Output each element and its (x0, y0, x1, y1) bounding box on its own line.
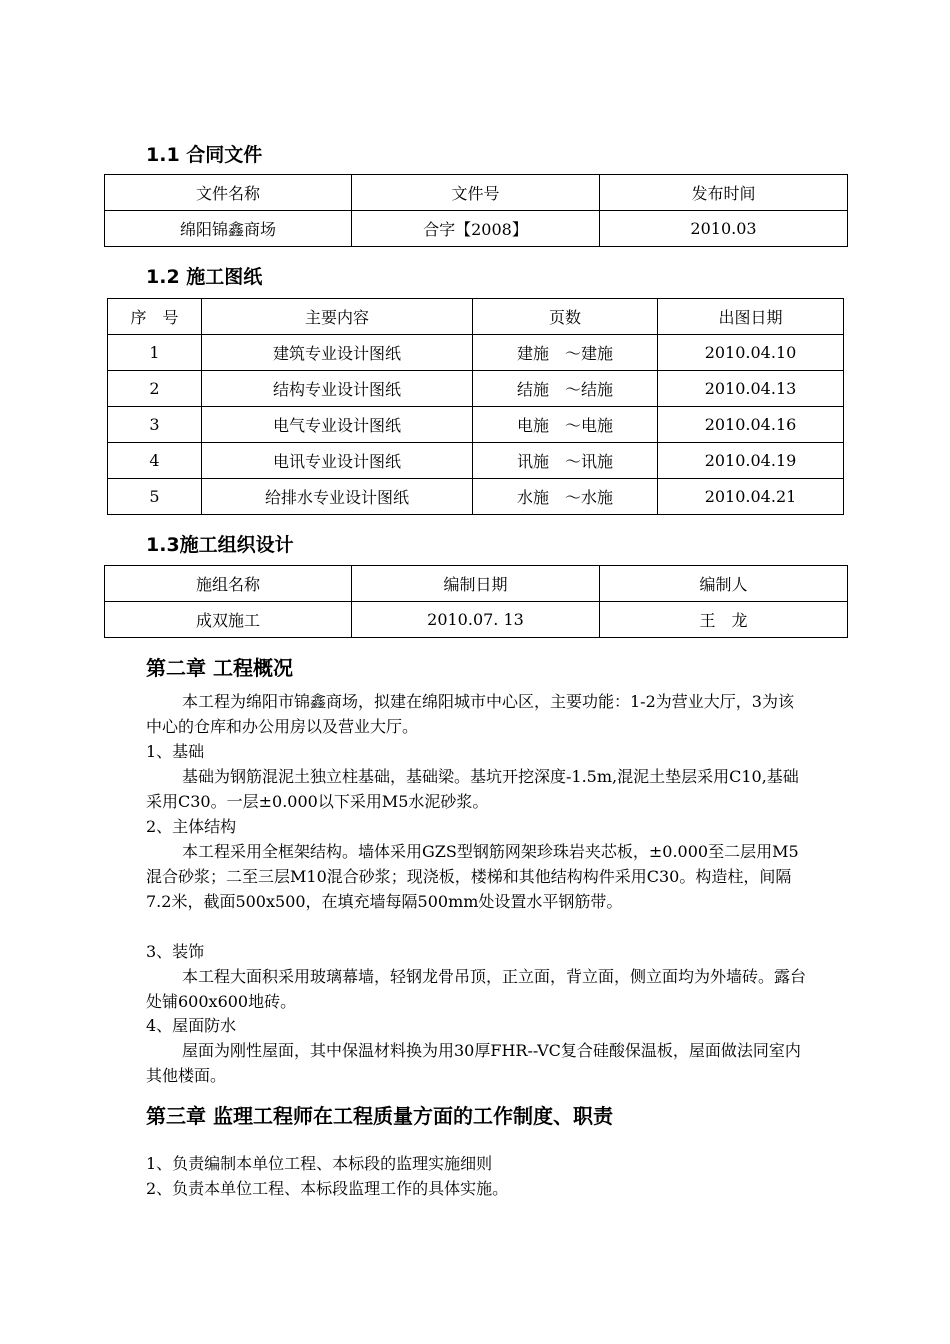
header-cell: 文件名称 (105, 175, 352, 211)
header-cell: 序 号 (108, 299, 202, 335)
list-item: 2、负责本单位工程、本标段监理工作的具体实施。 (146, 1179, 509, 1198)
contract-documents-table (104, 174, 848, 247)
table-cell: 电施 ～电施 (473, 407, 658, 443)
table-row (108, 371, 844, 407)
table-cell: 王 龙 (600, 602, 848, 638)
header-cell: 出图日期 (658, 299, 844, 335)
table-cell: 建筑专业设计图纸 (202, 335, 473, 371)
table-header-row (108, 299, 844, 335)
table-cell: 2010.04.21 (658, 479, 844, 515)
header-cell: 编制人 (600, 566, 848, 602)
table-cell: 合字【2008】 (352, 211, 600, 247)
header-cell: 文件号 (352, 175, 600, 211)
table-cell: 2010.03 (600, 211, 848, 247)
construction-design-table (104, 565, 848, 638)
table-row (108, 335, 844, 371)
table-cell: 2010.04.13 (658, 371, 844, 407)
chapter-2-intro: 本工程为绵阳市锦鑫商场，拟建在绵阳城市中心区，主要功能：1-2为营业大厅，3为该中心的仓库和办公用房以及营业大厅。 (146, 692, 794, 736)
table-cell: 结施 ～结施 (473, 371, 658, 407)
drawings-table (107, 298, 844, 515)
header-cell: 页数 (473, 299, 658, 335)
paragraph-structure: 本工程采用全框架结构。墙体采用GZS型钢筋网架珍珠岩夹芯板，±0.000至二层用M5混合砂浆；二至三层M10混合砂浆；现浇板，楼梯和其他结构构件采用C30。构造柱，间隔7.2米，截面500x500，在填充墙每隔500mm处设置水平钢筋带。 (146, 842, 799, 911)
table-cell: 成双施工 (105, 602, 352, 638)
header-cell: 发布时间 (600, 175, 848, 211)
table-cell: 水施 ～水施 (473, 479, 658, 515)
section-heading-1-1: 1.1 合同文件 (146, 144, 263, 166)
table-header-row (105, 566, 848, 602)
table-row (105, 211, 848, 247)
paragraph-foundation: 基础为钢筋混泥土独立柱基础，基础梁。基坑开挖深度-1.5m,混泥土垫层采用C10,基础采用C30。一层±0.000以下采用M5水泥砂浆。 (146, 767, 799, 811)
paragraph-roof: 屋面为刚性屋面，其中保温材料换为用30厚FHR--VC复合硅酸保温板，屋面做法同室内其他楼面。 (146, 1041, 801, 1085)
table-header-row (105, 175, 848, 211)
table-cell: 2010.04.19 (658, 443, 844, 479)
section-heading-1-2: 1.2 施工图纸 (146, 266, 263, 288)
table-cell: 结构专业设计图纸 (202, 371, 473, 407)
subsection-title-decoration: 3、装饰 (146, 942, 205, 961)
table-cell: 1 (108, 335, 202, 371)
header-cell: 编制日期 (352, 566, 600, 602)
table-row (108, 407, 844, 443)
table-row (108, 479, 844, 515)
table-cell: 绵阳锦鑫商场 (105, 211, 352, 247)
table-cell: 2 (108, 371, 202, 407)
table-cell: 2010.04.10 (658, 335, 844, 371)
table-cell: 给排水专业设计图纸 (202, 479, 473, 515)
table-row (105, 602, 848, 638)
table-cell: 讯施 ～讯施 (473, 443, 658, 479)
table-cell: 电气专业设计图纸 (202, 407, 473, 443)
table-cell: 5 (108, 479, 202, 515)
chapter-2-heading: 第二章 工程概况 (146, 656, 293, 680)
header-cell: 施组名称 (105, 566, 352, 602)
table-cell: 3 (108, 407, 202, 443)
subsection-title-roof: 4、屋面防水 (146, 1016, 237, 1035)
table-row (108, 443, 844, 479)
table-cell: 电讯专业设计图纸 (202, 443, 473, 479)
table-cell: 4 (108, 443, 202, 479)
header-cell: 主要内容 (202, 299, 473, 335)
table-cell: 2010.07. 13 (352, 602, 600, 638)
subsection-title-structure: 2、主体结构 (146, 817, 237, 836)
list-item: 1、负责编制本单位工程、本标段的监理实施细则 (146, 1154, 493, 1173)
paragraph-decoration: 本工程大面积采用玻璃幕墙，轻钢龙骨吊顶，正立面，背立面，侧立面均为外墙砖。露台处铺600x600地砖。 (146, 967, 807, 1011)
table-cell: 建施 ～建施 (473, 335, 658, 371)
table-cell: 2010.04.16 (658, 407, 844, 443)
subsection-title-foundation: 1、基础 (146, 742, 205, 761)
chapter-3-heading: 第三章 监理工程师在工程质量方面的工作制度、职责 (146, 1104, 613, 1128)
section-heading-1-3: 1.3施工组织设计 (146, 534, 294, 556)
